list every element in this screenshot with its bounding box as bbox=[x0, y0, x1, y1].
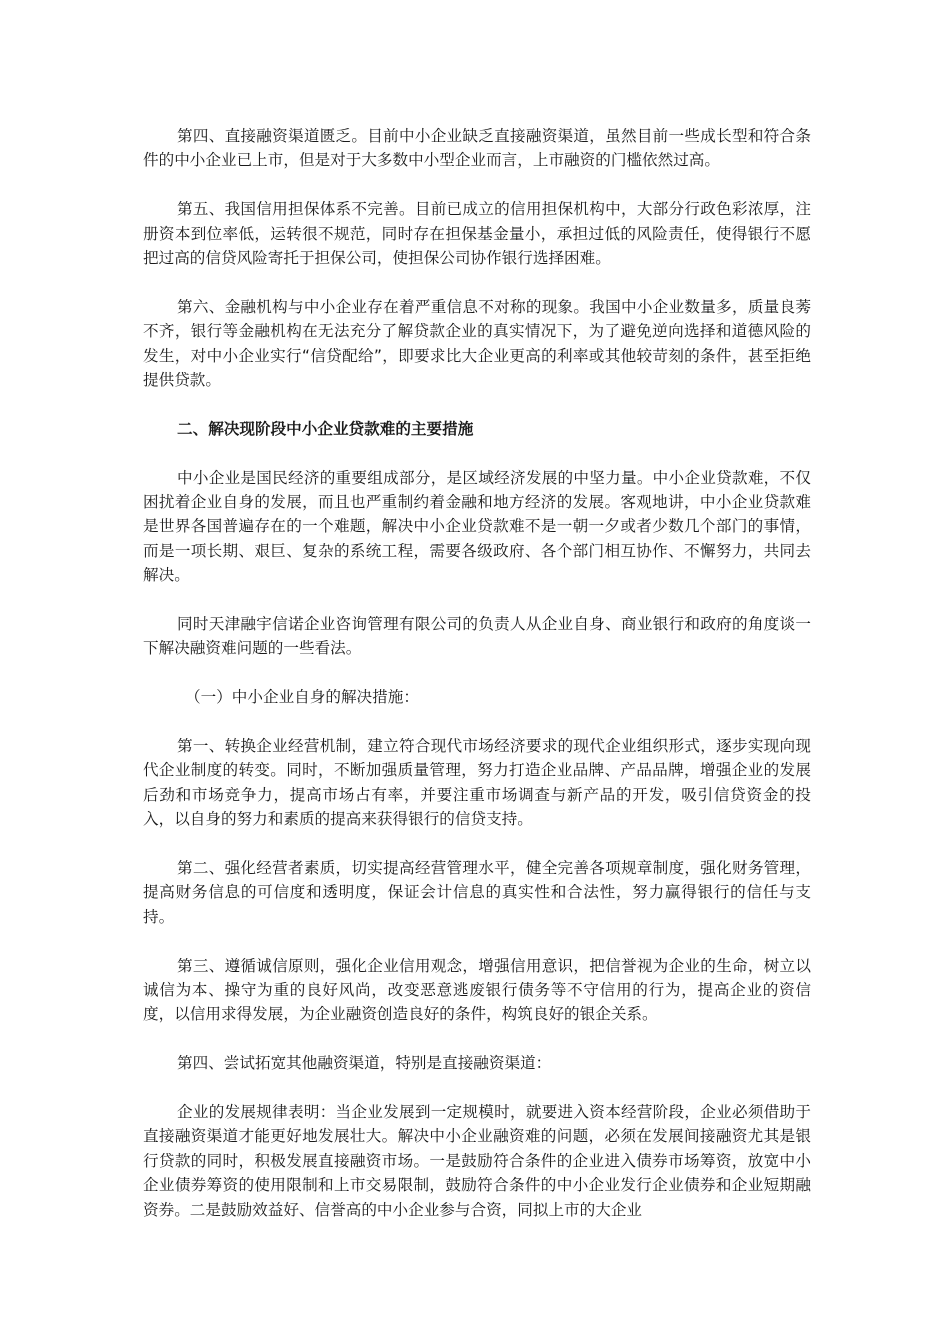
section-heading: 二、解决现阶段中小企业贷款难的主要措施 bbox=[177, 419, 474, 438]
subsection-heading: （一）中小企业自身的解决措施： bbox=[185, 688, 419, 707]
paragraph-measure-1: 第一、转换企业经营机制，建立符合现代市场经济要求的现代企业组织形式，逐步实现向现代企业制度的转变。同时，不断加强质量管理，努力打造企业品牌、产品品牌，增强企业的发展后劲和市场竞争力，提高市场占有率，并要注重市场调查与新产品的开发，吸引信贷资金的投入，以自身的努力和素质的提高来获得银行的信贷支持。 bbox=[143, 737, 811, 829]
paragraph-measure-3: 第三、遵循诚信原则，强化企业信用观念，增强信用意识，把信誉视为企业的生命，树立以诚信为本、操守为重的良好风尚，改变恶意逃废银行债务等不守信用的行为，提高企业的资信度，以信用求得发展，为企业融资创造良好的条件，构筑良好的银企关系。 bbox=[143, 956, 811, 1024]
paragraph-direct-financing: 第四、直接融资渠道匮乏。目前中小企业缺乏直接融资渠道，虽然目前一些成长型和符合条件的中小企业已上市，但是对于大多数中小型企业而言，上市融资的门槛依然过高。 bbox=[143, 127, 811, 170]
paragraph-credit-guarantee: 第五、我国信用担保体系不完善。目前已成立的信用担保机构中，大部分行政色彩浓厚，注册资本到位率低，运转很不规范，同时存在担保基金量小，承担过低的风险责任，使得银行不愿把过高的信贷风险寄托于担保公司，使担保公司协作银行选择困难。 bbox=[143, 200, 811, 268]
paragraph-consultant-views: 同时天津融宇信诺企业咨询管理有限公司的负责人从企业自身、商业银行和政府的角度谈一下解决融资难问题的一些看法。 bbox=[143, 615, 811, 658]
paragraph-development-pattern: 企业的发展规律表明：当企业发展到一定规模时，就要进入资本经营阶段，企业必须借助于直接融资渠道才能更好地发展壮大。解决中小企业融资难的问题，必须在发展间接融资尤其是银行贷款的同时，积极发展直接融资市场。一是鼓励符合条件的企业进入债券市场筹资，放宽中小企业债券筹资的使用限制和上市交易限制，鼓励符合条件的中小企业发行企业债券和企业短期融资券。二是鼓励效益好、信誉高的中小企业参与合资，同拟上市的大企业 bbox=[143, 1103, 811, 1219]
paragraph-measure-4: 第四、尝试拓宽其他融资渠道，特别是直接融资渠道： bbox=[177, 1054, 552, 1073]
paragraph-measure-2: 第二、强化经营者素质，切实提高经营管理水平，健全完善各项规章制度，强化财务管理，提高财务信息的可信度和透明度，保证会计信息的真实性和合法性，努力赢得银行的信任与支持。 bbox=[143, 859, 811, 926]
paragraph-information-asymmetry: 第六、金融机构与中小企业存在着严重信息不对称的现象。我国中小企业数量多，质量良莠不齐，银行等金融机构在无法充分了解贷款企业的真实情况下，为了避免逆向选择和道德风险的发生，对中小企业实行“信贷配给”，即要求比大企业更高的利率或其他较苛刻的条件，甚至拒绝提供贷款。 bbox=[143, 297, 811, 390]
paragraph-sme-importance: 中小企业是国民经济的重要组成部分，是区域经济发展的中坚力量。中小企业贷款难，不仅困扰着企业自身的发展，而且也严重制约着金融和地方经济的发展。客观地讲，中小企业贷款难是世界各国普遍存在的一个难题，解决中小企业贷款难不是一朝一夕或者少数几个部门的事情，而是一项长期、艰巨、复杂的系统工程，需要各级政府、各个部门相互协作、不懈努力，共同去解决。 bbox=[143, 468, 811, 585]
document-body bbox=[143, 124, 811, 1247]
